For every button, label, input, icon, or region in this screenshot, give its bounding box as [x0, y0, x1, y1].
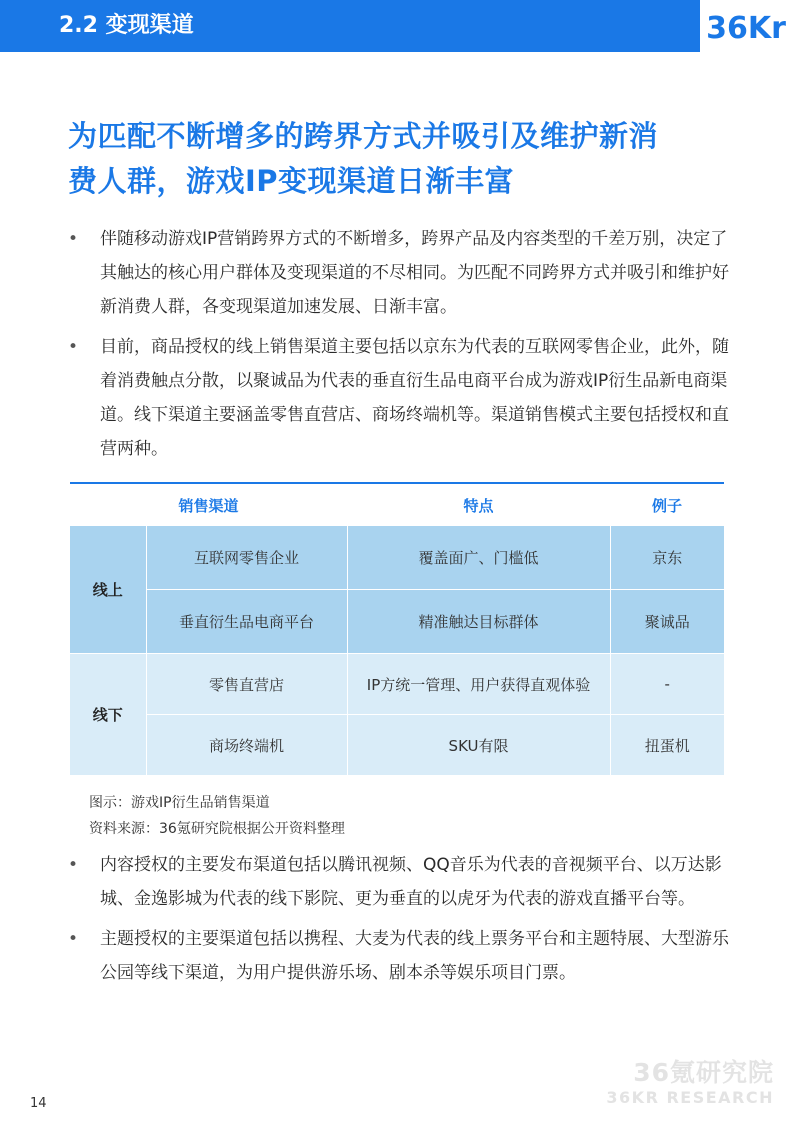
cell-channel: 零售直营店 [146, 654, 347, 715]
group-label-offline: 线下 [70, 654, 146, 776]
cell-feature: IP方统一管理、用户获得直观体验 [347, 654, 610, 715]
cell-feature: 精准触达目标群体 [347, 590, 610, 654]
headline-line-1: 为匹配不断增多的跨界方式并吸引及维护新消 [68, 119, 659, 153]
cell-example: - [610, 654, 724, 715]
36kr-logo [700, 0, 794, 52]
section-title: 2.2 变现渠道 [59, 13, 194, 38]
group-label-online: 线上 [70, 526, 146, 654]
cell-feature: SKU有限 [347, 715, 610, 776]
bullet-list-top [68, 222, 738, 466]
cell-example: 京东 [610, 526, 724, 590]
header-bar [0, 0, 700, 52]
cell-channel: 商场终端机 [146, 715, 347, 776]
table-row [70, 715, 724, 776]
bullet-item: • 伴随移动游戏IP营销跨界方式的不断增多，跨界产品及内容类型的千差万别，决定了其触达的核心用户群体及变现渠道的不尽相同。为匹配不同跨界方式并吸引和维护好新消费人群，各变现渠道加速发展、日渐丰富。 [68, 222, 738, 324]
headline [68, 114, 748, 204]
watermark-en: 36KR RESEARCH [606, 1088, 774, 1107]
headline-line-2: 费人群，游戏IP变现渠道日渐丰富 [68, 164, 515, 198]
sales-channel-table [70, 482, 724, 776]
cell-channel: 垂直衍生品电商平台 [146, 590, 347, 654]
watermark-cn: 36氪研究院 [633, 1058, 774, 1087]
watermark [606, 1058, 774, 1108]
cell-feature: 覆盖面广、门槛低 [347, 526, 610, 590]
bullet-item: • 主题授权的主要渠道包括以携程、大麦为代表的线上票务平台和主题特展、大型游乐公园等线下渠道，为用户提供游乐场、剧本杀等娱乐项目门票。 [68, 922, 738, 990]
figure-title: 图示：游戏IP衍生品销售渠道 [89, 795, 270, 811]
table-row [70, 590, 724, 654]
table-row [70, 526, 724, 590]
header-example: 例子 [610, 483, 724, 526]
logo-text: 36Kr [706, 11, 786, 46]
cell-example: 扭蛋机 [610, 715, 724, 776]
table-row [70, 654, 724, 715]
bullet-item: • 内容授权的主要发布渠道包括以腾讯视频、QQ音乐为代表的音视频平台、以万达影城、金逸影城为代表的线下影院、更为垂直的以虎牙为代表的游戏直播平台等。 [68, 848, 738, 916]
page-number: 14 [30, 1096, 47, 1111]
figure-caption [89, 790, 345, 842]
bullet-item: • 目前，商品授权的线上销售渠道主要包括以京东为代表的互联网零售企业，此外，随着消费触点分散，以聚诚品为代表的垂直衍生品电商平台成为游戏IP衍生品新电商渠道。线下渠道主要涵盖零售直营店、商场终端机等。渠道销售模式主要包括授权和直营两种。 [68, 330, 738, 466]
header-feature: 特点 [347, 483, 610, 526]
table-header-row [70, 483, 724, 526]
header-channel: 销售渠道 [70, 483, 347, 526]
cell-channel: 互联网零售企业 [146, 526, 347, 590]
cell-example: 聚诚品 [610, 590, 724, 654]
data-source: 资料来源：36氪研究院根据公开资料整理 [89, 821, 345, 837]
bullet-list-bottom [68, 848, 738, 990]
